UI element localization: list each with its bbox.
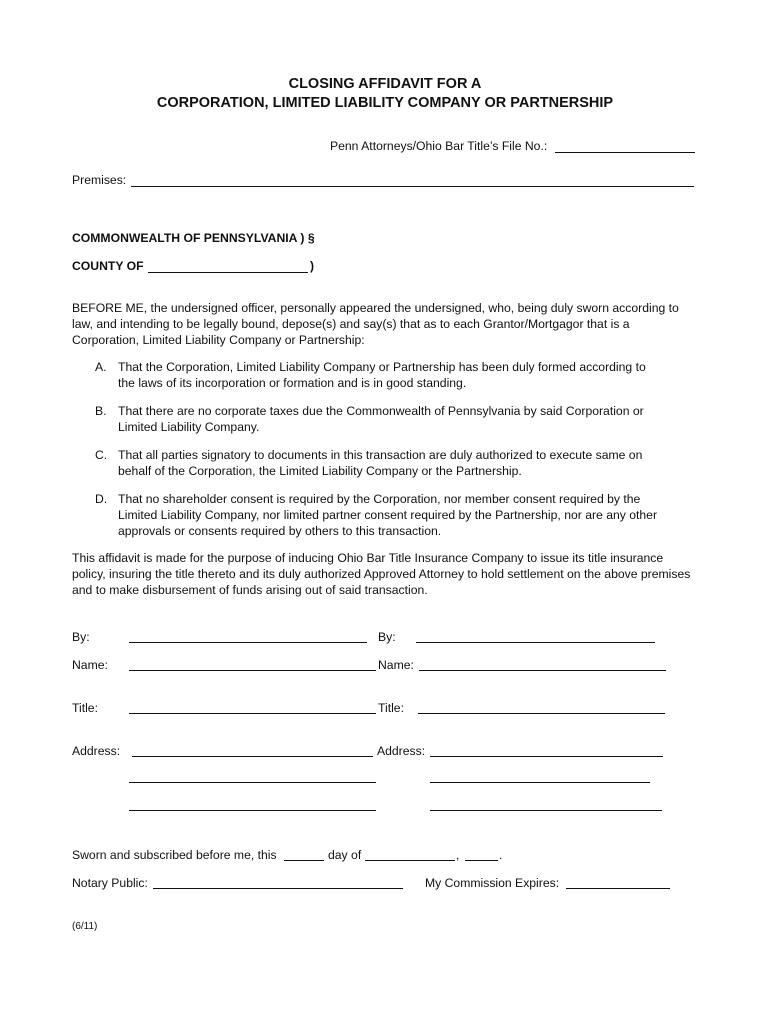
address-field-left-3[interactable]: [129, 810, 376, 811]
premises-field[interactable]: [131, 186, 694, 187]
item-text: That no shareholder consent is required by the Corporation, nor member consent required by the Limited Liability Company, nor limited partner consent required by the Partnership, nor are any other approvals or consents required by others to this transaction.: [118, 492, 658, 538]
item-text: That the Corporation, Limited Liability Company or Partnership has been duly formed according to the laws of its incorporation or formation and is in good standing.: [118, 360, 646, 390]
item-letter: A.: [95, 360, 107, 374]
name-field-right[interactable]: [419, 670, 666, 671]
file-no-label: Penn Attorneys/Ohio Bar Title’s File No.:: [330, 139, 548, 153]
premises-label: Premises:: [72, 173, 127, 187]
sworn-comma: ,: [456, 848, 460, 862]
address-field-left-1[interactable]: [132, 756, 373, 757]
item-letter: B.: [95, 404, 107, 418]
title-label-right: Title:: [378, 701, 404, 715]
sworn-period: .: [499, 848, 503, 862]
sworn-day-of: day of: [328, 848, 362, 862]
item-letter: D.: [95, 492, 108, 506]
commission-label: My Commission Expires:: [425, 876, 560, 890]
title-field-left[interactable]: [129, 713, 376, 714]
county-label: COUNTY OF: [72, 259, 144, 273]
by-label-left: By:: [72, 630, 90, 644]
by-field-right[interactable]: [416, 642, 655, 643]
item-text: That there are no corporate taxes due the Commonwealth of Pennsylvania by said Corporation or Limited Liability Company.: [118, 404, 644, 434]
address-field-right-2[interactable]: [430, 782, 650, 783]
address-field-right-3[interactable]: [430, 810, 662, 811]
document-title-line2: CORPORATION, LIMITED LIABILITY COMPANY OR PARTNERSHIP: [156, 95, 614, 111]
sworn-month-field[interactable]: [365, 860, 455, 861]
address-field-left-2[interactable]: [129, 782, 376, 783]
purpose-paragraph: This affidavit is made for the purpose of inducing Ohio Bar Title Insurance Company to issue its title insurance policy, insuring the title thereto and its duly authorized Approved Attorney to hold settlement on the above premises and to make disbursement of funds arising out of said transaction.: [72, 551, 691, 597]
notary-field[interactable]: [153, 888, 403, 889]
address-label-right: Address:: [377, 744, 426, 758]
form-revision-code: (6/11): [72, 921, 98, 932]
notary-label: Notary Public:: [72, 876, 148, 890]
by-field-left[interactable]: [129, 642, 367, 643]
address-label-left: Address:: [72, 744, 121, 758]
intro-paragraph: BEFORE ME, the undersigned officer, personally appeared the undersigned, who, being duly sworn according to law, and intending to be legally bound, depose(s) and say(s) that as to each Grantor/Mortgagor that is a Corporation, Limited Liability Company or Partnership:: [72, 301, 679, 347]
by-label-right: By:: [378, 630, 396, 644]
item-letter: C.: [95, 448, 108, 462]
county-field[interactable]: [148, 272, 308, 273]
commission-field[interactable]: [566, 888, 670, 889]
county-close-paren: ): [310, 259, 315, 273]
sworn-year-field[interactable]: [465, 860, 498, 861]
commonwealth-line: COMMONWEALTH OF PENNSYLVANIA ) §: [72, 231, 315, 245]
document-title-line1: CLOSING AFFIDAVIT FOR A: [288, 76, 482, 92]
title-label-left: Title:: [72, 701, 98, 715]
name-field-left[interactable]: [129, 670, 376, 671]
address-field-right-1[interactable]: [430, 756, 663, 757]
sworn-prefix: Sworn and subscribed before me, this: [72, 848, 277, 862]
title-field-right[interactable]: [418, 713, 665, 714]
file-no-field[interactable]: [555, 152, 695, 153]
sworn-day-field[interactable]: [284, 860, 324, 861]
name-label-left: Name:: [72, 658, 108, 672]
name-label-right: Name:: [378, 658, 414, 672]
item-text: That all parties signatory to documents in this transaction are duly authorized to execute same on behalf of the Corporation, the Limited Liability Company or the Partnership.: [118, 448, 643, 478]
